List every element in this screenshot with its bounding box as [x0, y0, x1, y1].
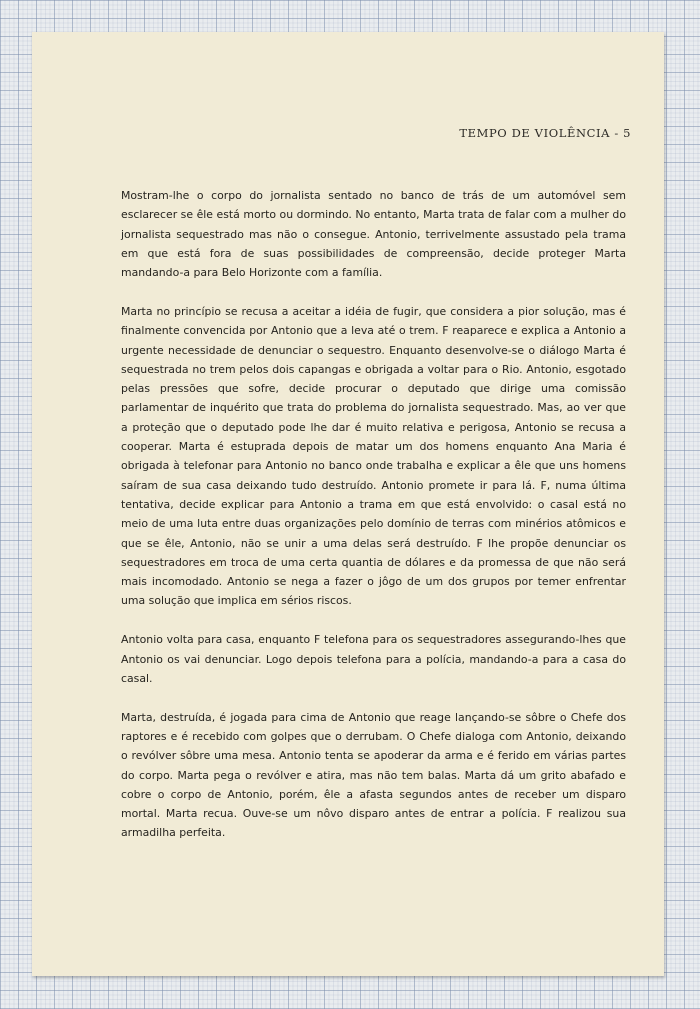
page-body — [121, 186, 626, 862]
typewritten-page — [32, 32, 664, 976]
paragraph-1: Mostram-lhe o corpo do jornalista sentado no banco de trás de um automóvel sem esclarecer se êle está morto ou dormindo. No entanto, Marta trata de falar com a mulher do jornalista sequestrado mas não o consegue. Antonio, terrivelmente assustado pela trama em que está fora de suas possibilidades de compreensão, decide proteger Marta mandando-a para Belo Horizonte com a família. — [121, 189, 626, 280]
paragraph-3: Antonio volta para casa, enquanto F telefona para os sequestradores assegurando-lhes que Antonio os vai denunciar. Logo depois telefona para a polícia, mandando-a para a casa do casal. — [121, 633, 626, 685]
paragraph-2: Marta no princípio se recusa a aceitar a idéia de fugir, que considera a pior solução, mas é finalmente convencida por Antonio que a leva até o trem. F reaparece e explica a Antonio a urgente necessidade de denunciar o sequestro. Enquanto desenvolve-se o diálogo Marta é sequestrada no trem pelos dois capangas e obrigada a voltar para o Rio. Antonio, esgotado pelas pressões que sofre, decide procurar o deputado que dirige uma comissão parlamentar de inquérito que trata do problema do jornalista sequestrado. Mas, ao ver que a proteção que o deputado pode lhe dar é muito relativa e perigosa, Antonio se recusa a cooperar. Marta é estuprada depois de matar um dos homens enquanto Ana Maria é obrigada à telefonar para Antonio no banco onde trabalha e explicar a êle que uns homens saíram de sua casa deixando tudo destruído. Antonio promete ir para lá. F, numa última tentativa, decide explicar para Antonio a trama em que está envolvido: o casal está no meio de uma luta entre duas organizações pelo domínio de terras com minérios atômicos e que se êle, Antonio, não se unir a uma delas será destruído. F lhe propõe denunciar os sequestradores em troca de uma certa quantia de dólares e da promessa de que não será mais incomodado. Antonio se nega a fazer o jôgo de um dos grupos por temer enfrentar uma solução que implica em sérios riscos. — [121, 304, 626, 608]
page-header: TEMPO DE VIOLÊNCIA - 5 — [459, 126, 631, 140]
paragraph-4: Marta, destruída, é jogada para cima de Antonio que reage lançando-se sôbre o Chefe dos raptores e é recebido com golpes que o derrubam. O Chefe dialoga com Antonio, deixando o revólver sôbre uma mesa. Antonio tenta se apoderar da arma e é ferido em várias partes do corpo. Marta pega o revólver e atira, mas não tem balas. Marta dá um grito abafado e cobre o corpo de Antonio, porém, êle a afasta segundos antes de receber um disparo mortal. Marta recua. Ouve-se um nôvo disparo antes de entrar a polícia. F realizou sua armadilha perfeita. — [121, 710, 626, 840]
